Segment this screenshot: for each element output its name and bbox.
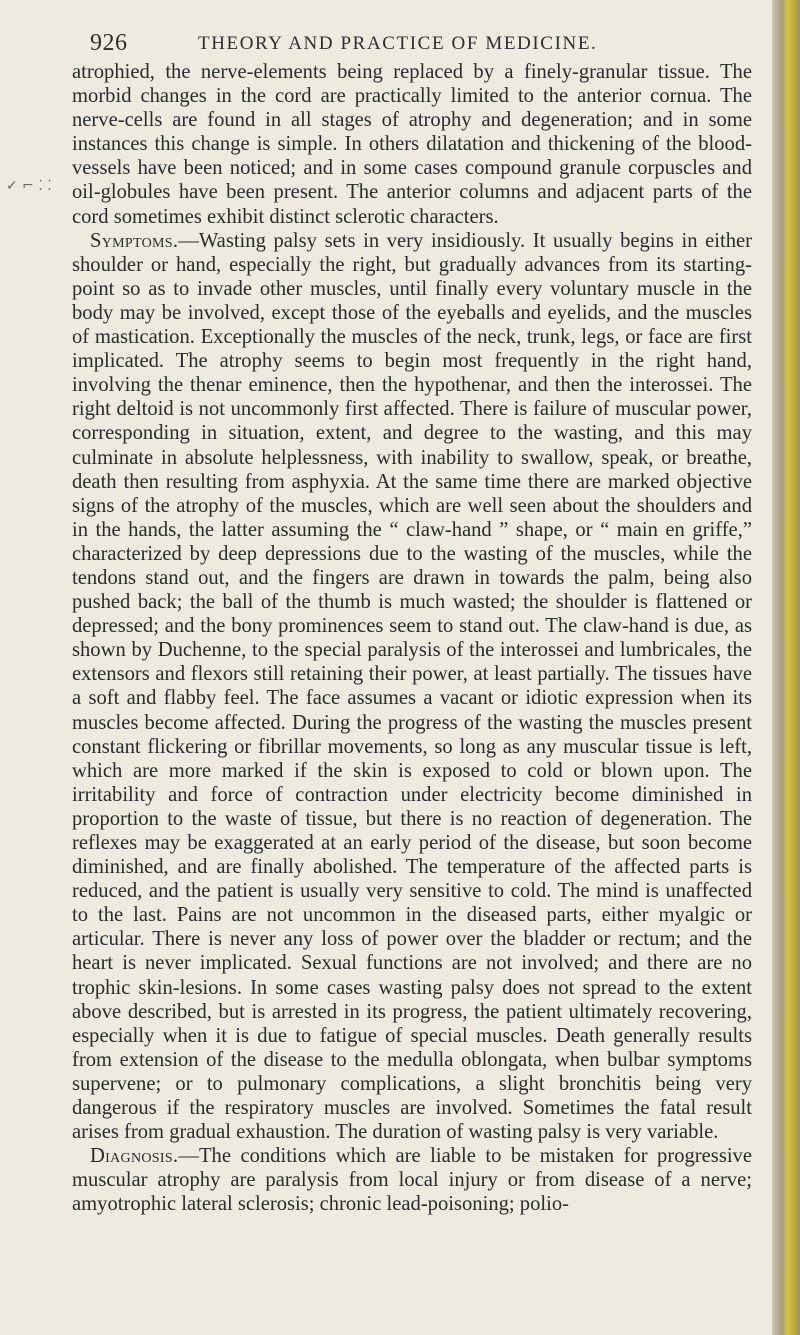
section-heading-diagnosis: Diagnosis. [90,1145,179,1168]
page-number: 926 [90,30,128,56]
paragraph-text: —The conditions which are liable to be mistaken for progressive muscular atrophy are paralysis from local injury or from disease of a nerve; amyotrophic lateral sclerosis; chronic lead-poisoning; polio- [72,1145,752,1216]
paragraph-symptoms [72,229,752,1145]
section-heading-symptoms: Symptoms. [90,229,179,252]
page-header [90,30,740,56]
margin-pencil-marks: ✓ ⌐ ⁚ ⁚ [6,178,52,194]
paragraph-text: —Wasting palsy sets in very insidiously. It usually begins in either shoulder or hand, especially the right, but gradually advances from its starting-point so as to invade other muscles, until finally every voluntary muscle in the body may be involved, except those of the eyeballs and eyelids, and the muscles of mastication. Exceptionally the muscles of the neck, trunk, legs, or face are first implicated. The atrophy seems to begin most frequently in the right hand, involving the thenar eminence, then the hypothenar, and then the interossei. The right deltoid is not uncommonly first affected. There is failure of muscular power, corresponding in situation, extent, and degree to the wasting, and this may culminate in absolute helplessness, with inability to swallow, speak, or breathe, death then resulting from asphyxia. At the same time there are marked objective signs of the atrophy of the muscles, which are well seen about the shoulders and in the hands, the latter assuming the “ claw-hand ” shape, or “ main en griffe,” characterized by deep depressions due to the wasting of the muscles, while the tendons stand out, and the fingers are drawn in towards the palm, being also pushed back; the ball of the thumb is much wasted; the shoulder is flattened or depressed; and the bony prominences seem to stand out. The claw-hand is due, as shown by Duchenne, to the special paralysis of the interossei and lumbricales, the extensors and flexors still retaining their power, at least partially. The tissues have a soft and flabby feel. The face assumes a vacant or idiotic expression when its muscles become affected. During the progress of the wasting the muscles present constant flickering or fibrillar movements, so long as any muscular tissue is left, which are more marked if the skin is exposed to cold or blown upon. The irritability and force of contraction under electricity become diminished in proportion to the waste of tissue, but there is no reaction of degeneration. The reflexes may be exaggerated at an early period of the disease, but soon become diminished, and are finally abolished. The temperature of the affected parts is reduced, and the patient is usually very sensitive to cold. The mind is unaffected to the last. Pains are not uncommon in the diseased parts, either myalgic or articular. There is never any loss of power over the bladder or rectum; and the heart is never implicated. Sexual functions are not involved; and there are no trophic skin-lesions. In some cases wasting palsy does not spread to the extent above described, but is arrested in its progress, the patient ultimately recovering, especially when it is due to fatigue of special muscles. Death generally results from extension of the disease to the medulla oblongata, when bulbar symptoms supervene; or to pulmonary complications, a slight bronchitis being very dangerous if the respiratory muscles are involved. Sometimes the fatal result arises from gradual exhaustion. The duration of wasting palsy is very variable. [72,229,752,1144]
body-text [72,60,752,1217]
paragraph-text: atrophied, the nerve-elements being replaced by a finely-granular tissue. The morbid changes in the cord are practically limited to the anterior cornua. The nerve-cells are found in all stages of atrophy and degeneration; and in some instances this change is simple. In others dilatation and thickening of the blood-vessels have been noticed; and in some cases compound granule corpuscles and oil-globules have been present. The anterior columns and adjacent parts of the cord sometimes exhibit distinct sclerotic characters. [72,61,752,228]
paragraph-pathology [72,60,752,229]
running-title: THEORY AND PRACTICE OF MEDICINE. [198,33,598,54]
paragraph-diagnosis [72,1144,752,1216]
book-binding-edge [772,0,800,1335]
